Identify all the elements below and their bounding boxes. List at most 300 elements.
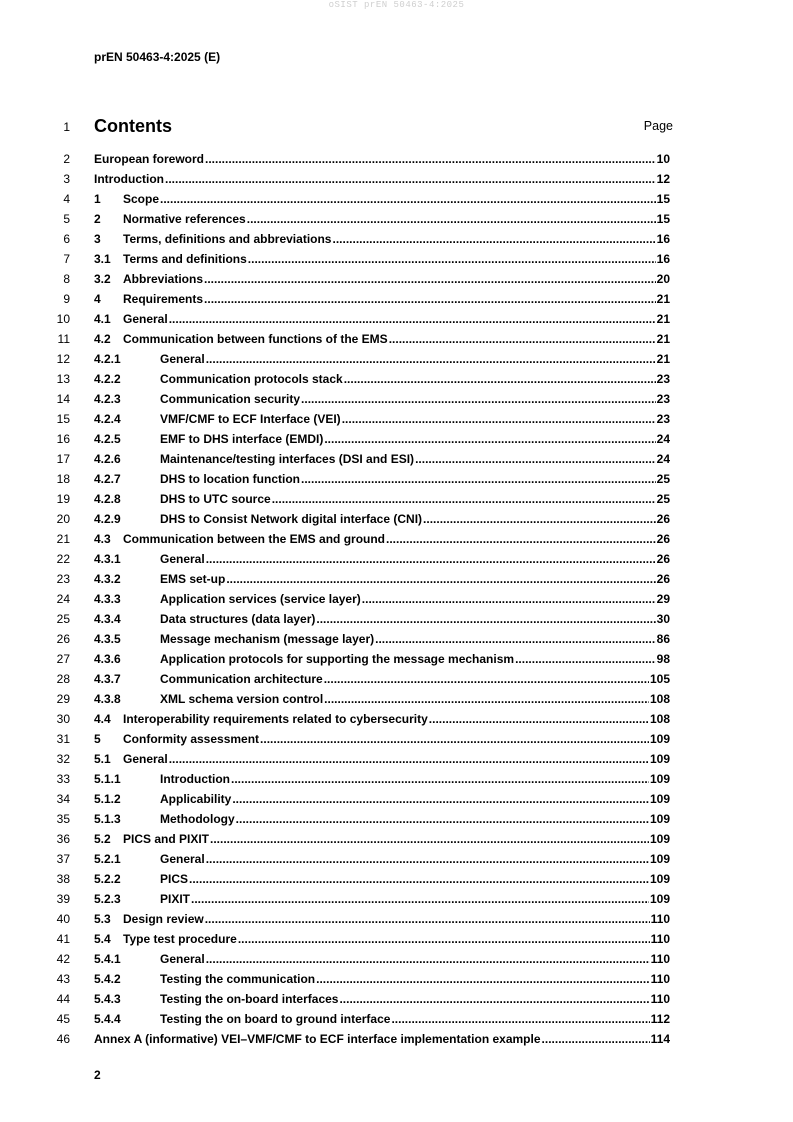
toc-entry[interactable] <box>0 990 793 1010</box>
dot-leader <box>429 712 649 726</box>
toc-entry-link[interactable] <box>94 832 670 846</box>
section-number: 4.2.3 <box>94 392 121 406</box>
dot-leader <box>316 612 655 626</box>
toc-entry-link[interactable] <box>94 652 670 666</box>
toc-entry-link[interactable] <box>94 152 670 166</box>
page-ref: 10 <box>656 152 670 166</box>
toc-entry-link[interactable] <box>94 1032 670 1046</box>
line-number: 39 <box>56 892 70 906</box>
dot-leader <box>375 632 656 646</box>
section-number: 4.2.1 <box>94 352 121 366</box>
dot-leader <box>206 552 656 566</box>
section-title: General <box>160 852 205 866</box>
toc-entry[interactable] <box>0 390 793 410</box>
line-number: 13 <box>56 372 70 386</box>
section-number: 4.2.5 <box>94 432 121 446</box>
dot-leader <box>415 452 656 466</box>
section-number: 5.4.2 <box>94 972 121 986</box>
document-id-header: prEN 50463-4:2025 (E) <box>94 50 221 64</box>
toc-entry[interactable] <box>0 330 793 350</box>
section-number: 2 <box>94 212 101 226</box>
section-number: 5 <box>94 732 101 746</box>
line-number: 38 <box>56 872 70 886</box>
toc-entry[interactable] <box>0 290 793 310</box>
section-number: 4.3 <box>94 532 111 546</box>
dot-leader <box>247 212 656 226</box>
page-ref: 25 <box>656 492 670 506</box>
section-number: 4.2.4 <box>94 412 121 426</box>
toc-entry-link[interactable] <box>94 412 670 426</box>
dot-leader <box>206 352 656 366</box>
section-title: Testing the on-board interfaces <box>160 992 339 1006</box>
line-number: 26 <box>56 632 70 646</box>
page-ref: 109 <box>649 852 670 866</box>
dot-leader <box>301 392 656 406</box>
section-title: General <box>123 312 168 326</box>
toc-entry-link[interactable] <box>94 532 670 546</box>
page-ref: 15 <box>656 192 670 206</box>
section-number: 4.3.1 <box>94 552 121 566</box>
section-title: Application services (service layer) <box>160 592 361 606</box>
toc-entry[interactable] <box>0 590 793 610</box>
section-number: 4.1 <box>94 312 111 326</box>
toc-entry[interactable] <box>0 830 793 850</box>
line-number: 42 <box>56 952 70 966</box>
dot-leader <box>226 572 655 586</box>
section-number: 5.1 <box>94 752 111 766</box>
section-title: Terms and definitions <box>123 252 247 266</box>
dot-leader <box>339 992 649 1006</box>
section-title: Terms, definitions and abbreviations <box>123 232 332 246</box>
section-title: Type test procedure <box>123 932 237 946</box>
toc-entry[interactable] <box>0 610 793 630</box>
page-ref: 16 <box>656 252 670 266</box>
line-number: 4 <box>63 192 70 206</box>
dot-leader <box>160 192 656 206</box>
toc-entry-link[interactable] <box>94 232 670 246</box>
toc-entry[interactable] <box>0 1010 793 1030</box>
toc-entry[interactable] <box>0 930 793 950</box>
toc-entry-link[interactable] <box>94 732 670 746</box>
section-title: Maintenance/testing interfaces (DSI and ESI) <box>160 452 415 466</box>
toc-entry[interactable] <box>0 950 793 970</box>
line-number: 27 <box>56 652 70 666</box>
page-ref: 109 <box>649 872 670 886</box>
line-number: 8 <box>63 272 70 286</box>
toc-entry[interactable] <box>0 890 793 910</box>
line-number: 37 <box>56 852 70 866</box>
page-ref: 98 <box>656 652 670 666</box>
dot-leader <box>342 412 656 426</box>
line-number: 21 <box>56 532 70 546</box>
line-number: 29 <box>56 692 70 706</box>
toc-entry-link[interactable] <box>94 872 670 886</box>
dot-leader <box>236 812 649 826</box>
section-title: PICS and PIXIT <box>123 832 210 846</box>
section-title: Testing the communication <box>160 972 316 986</box>
dot-leader <box>386 532 656 546</box>
section-title: General <box>160 952 205 966</box>
toc-entry[interactable] <box>0 670 793 690</box>
line-number: 11 <box>57 332 70 346</box>
toc-entry-link[interactable] <box>94 212 670 226</box>
toc-entry-link[interactable] <box>94 372 670 386</box>
dot-leader <box>205 152 656 166</box>
toc-entry-link[interactable] <box>94 192 670 206</box>
page-ref: 108 <box>649 692 670 706</box>
toc-entry-link[interactable] <box>94 972 670 986</box>
line-number: 22 <box>56 552 70 566</box>
section-number: 5.4.1 <box>94 952 121 966</box>
page-ref: 21 <box>656 352 670 366</box>
dot-leader <box>260 732 649 746</box>
toc-entry-link[interactable] <box>94 472 670 486</box>
toc-entry-link[interactable] <box>94 992 670 1006</box>
line-number: 18 <box>56 472 70 486</box>
page-ref: 109 <box>649 792 670 806</box>
section-number: 3 <box>94 232 101 246</box>
section-title: Annex A (informative) VEI–VMF/CMF to ECF interface implementation example <box>94 1032 541 1046</box>
line-number: 34 <box>56 792 70 806</box>
section-number: 5.3 <box>94 912 111 926</box>
section-number: 4.3.7 <box>94 672 121 686</box>
dot-leader <box>191 892 649 906</box>
toc-entry[interactable] <box>0 350 793 370</box>
toc-entry-link[interactable] <box>94 672 670 686</box>
page-ref: 21 <box>656 332 670 346</box>
dot-leader <box>324 692 649 706</box>
line-number: 15 <box>56 412 70 426</box>
section-title: EMF to DHS interface (EMDI) <box>160 432 324 446</box>
dot-leader <box>391 1012 649 1026</box>
section-title: PICS <box>160 872 189 886</box>
toc-entry[interactable] <box>0 370 793 390</box>
section-title: Methodology <box>160 812 235 826</box>
dot-leader <box>515 652 656 666</box>
section-number: 5.4.4 <box>94 1012 121 1026</box>
dot-leader <box>344 372 656 386</box>
page-ref: 16 <box>656 232 670 246</box>
section-title: General <box>123 752 168 766</box>
toc-entry-link[interactable] <box>94 552 670 566</box>
section-title: DHS to UTC source <box>160 492 271 506</box>
page-ref: 24 <box>656 432 670 446</box>
toc-entry-link[interactable] <box>94 892 670 906</box>
page-ref: 23 <box>656 412 670 426</box>
page-ref: 29 <box>656 592 670 606</box>
toc-entry-link[interactable] <box>94 852 670 866</box>
dot-leader <box>324 432 655 446</box>
dot-leader <box>206 952 650 966</box>
line-number: 45 <box>56 1012 70 1026</box>
dot-leader <box>238 932 650 946</box>
page-ref: 23 <box>656 392 670 406</box>
section-title: PIXIT <box>160 892 191 906</box>
dot-leader <box>316 972 650 986</box>
line-number: 41 <box>56 932 70 946</box>
toc-entry[interactable] <box>0 710 793 730</box>
section-number: 5.2.3 <box>94 892 121 906</box>
section-number: 4.3.4 <box>94 612 121 626</box>
line-number: 35 <box>56 812 70 826</box>
line-number: 6 <box>63 232 70 246</box>
dot-leader <box>324 672 649 686</box>
page-ref: 110 <box>650 972 670 986</box>
section-number: 4.3.5 <box>94 632 121 646</box>
line-number: 5 <box>63 212 70 226</box>
line-number: 1 <box>63 120 70 134</box>
page-ref: 26 <box>656 512 670 526</box>
section-number: 5.2.1 <box>94 852 121 866</box>
dot-leader <box>231 772 649 786</box>
section-title: Scope <box>123 192 160 206</box>
section-title: Message mechanism (message layer) <box>160 632 375 646</box>
page-ref: 109 <box>649 732 670 746</box>
toc-entry[interactable] <box>0 490 793 510</box>
dot-leader <box>205 912 650 926</box>
toc-entry-link[interactable] <box>94 452 670 466</box>
toc-entry[interactable] <box>0 970 793 990</box>
toc-entry-link[interactable] <box>94 512 670 526</box>
toc-entry-link[interactable] <box>94 632 670 646</box>
contents-title-row <box>0 116 793 138</box>
toc-entry-link[interactable] <box>94 752 670 766</box>
page-ref: 114 <box>650 1032 670 1046</box>
toc-entry-link[interactable] <box>94 932 670 946</box>
section-number: 4.2.6 <box>94 452 121 466</box>
toc-entry[interactable] <box>0 850 793 870</box>
dot-leader <box>423 512 656 526</box>
page-ref: 12 <box>656 172 670 186</box>
page-ref: 26 <box>656 572 670 586</box>
page-ref: 86 <box>656 632 670 646</box>
page-ref: 30 <box>656 612 670 626</box>
section-number: 4.2.2 <box>94 372 121 386</box>
page-ref: 20 <box>656 272 670 286</box>
page-ref: 105 <box>649 672 670 686</box>
toc-entry[interactable] <box>0 310 793 330</box>
table-of-contents <box>0 150 793 1050</box>
toc-entry[interactable] <box>0 190 793 210</box>
dot-leader <box>210 832 649 846</box>
toc-entry[interactable] <box>0 510 793 530</box>
line-number: 9 <box>63 292 70 306</box>
section-title: Communication architecture <box>160 672 323 686</box>
toc-entry[interactable] <box>0 150 793 170</box>
section-title: European foreword <box>94 152 205 166</box>
page-ref: 109 <box>649 772 670 786</box>
toc-entry-link[interactable] <box>94 272 670 286</box>
line-number: 12 <box>56 352 70 366</box>
section-title: Conformity assessment <box>123 732 260 746</box>
page-ref: 112 <box>650 1012 670 1026</box>
toc-entry[interactable] <box>0 170 793 190</box>
toc-entry[interactable] <box>0 750 793 770</box>
toc-entry-link[interactable] <box>94 292 670 306</box>
toc-entry-link[interactable] <box>94 492 670 506</box>
toc-entry[interactable] <box>0 810 793 830</box>
toc-entry[interactable] <box>0 230 793 250</box>
section-title: Requirements <box>123 292 204 306</box>
page-ref: 26 <box>656 552 670 566</box>
toc-entry[interactable] <box>0 730 793 750</box>
line-number: 3 <box>63 172 70 186</box>
section-number: 5.2 <box>94 832 111 846</box>
toc-entry-link[interactable] <box>94 692 670 706</box>
toc-entry[interactable] <box>0 250 793 270</box>
dot-leader <box>332 232 655 246</box>
section-number: 5.1.2 <box>94 792 121 806</box>
section-number: 4.3.8 <box>94 692 121 706</box>
page-ref: 26 <box>656 532 670 546</box>
section-title: Normative references <box>123 212 246 226</box>
toc-entry[interactable] <box>0 550 793 570</box>
page-ref: 25 <box>656 472 670 486</box>
page-ref: 110 <box>650 912 670 926</box>
page-ref: 21 <box>656 312 670 326</box>
section-number: 3.2 <box>94 272 111 286</box>
section-title: Design review <box>123 912 204 926</box>
section-title: Testing the on board to ground interface <box>160 1012 391 1026</box>
section-number: 5.1.1 <box>94 772 121 786</box>
line-number: 32 <box>56 752 70 766</box>
section-number: 4.3.3 <box>94 592 121 606</box>
section-title: EMS set-up <box>160 572 226 586</box>
page-column-label: Page <box>643 119 673 133</box>
page-ref: 110 <box>650 952 670 966</box>
toc-entry-link[interactable] <box>94 812 670 826</box>
line-number: 14 <box>56 392 70 406</box>
dot-leader <box>301 472 656 486</box>
section-title: Communication between the EMS and ground <box>123 532 386 546</box>
line-number: 43 <box>56 972 70 986</box>
toc-entry[interactable] <box>0 570 793 590</box>
section-number: 4.2 <box>94 332 111 346</box>
section-title: DHS to location function <box>160 472 300 486</box>
toc-entry-link[interactable] <box>94 1012 670 1026</box>
toc-entry[interactable] <box>0 790 793 810</box>
toc-entry[interactable] <box>0 430 793 450</box>
toc-entry-link[interactable] <box>94 392 670 406</box>
section-title: General <box>160 352 205 366</box>
dot-leader <box>169 312 656 326</box>
line-number: 33 <box>56 772 70 786</box>
dot-leader <box>362 592 656 606</box>
toc-entry[interactable] <box>0 650 793 670</box>
toc-entry[interactable] <box>0 630 793 650</box>
line-number: 7 <box>63 252 70 266</box>
section-title: Communication between functions of the EMS <box>123 332 388 346</box>
page-ref: 109 <box>649 832 670 846</box>
dot-leader <box>165 172 656 186</box>
section-number: 4 <box>94 292 101 306</box>
toc-entry-link[interactable] <box>94 312 670 326</box>
toc-entry-link[interactable] <box>94 332 670 346</box>
line-number: 31 <box>56 732 70 746</box>
toc-entry[interactable] <box>0 1030 793 1050</box>
section-title: Communication protocols stack <box>160 372 343 386</box>
watermark: oSIST prEN 50463-4:2025 <box>328 0 465 10</box>
page-number: 2 <box>94 1068 101 1082</box>
dot-leader <box>206 852 649 866</box>
page-ref: 108 <box>649 712 670 726</box>
toc-entry-link[interactable] <box>94 912 670 926</box>
toc-entry-link[interactable] <box>94 432 670 446</box>
toc-entry[interactable] <box>0 210 793 230</box>
line-number: 30 <box>56 712 70 726</box>
dot-leader <box>272 492 656 506</box>
line-number: 10 <box>56 312 70 326</box>
section-title: Introduction <box>94 172 164 186</box>
section-title: XML schema version control <box>160 692 324 706</box>
page-ref: 23 <box>656 372 670 386</box>
section-number: 4.2.9 <box>94 512 121 526</box>
section-number: 4.3.2 <box>94 572 121 586</box>
section-number: 4.2.8 <box>94 492 121 506</box>
line-number: 46 <box>56 1032 70 1046</box>
section-number: 5.4.3 <box>94 992 121 1006</box>
section-number: 3.1 <box>94 252 111 266</box>
section-number: 5.1.3 <box>94 812 121 826</box>
toc-entry[interactable] <box>0 910 793 930</box>
dot-leader <box>389 332 656 346</box>
page-ref: 21 <box>656 292 670 306</box>
toc-entry-link[interactable] <box>94 952 670 966</box>
toc-entry-link[interactable] <box>94 252 670 266</box>
section-number: 4.3.6 <box>94 652 121 666</box>
section-title: VMF/CMF to ECF Interface (VEI) <box>160 412 341 426</box>
toc-entry-link[interactable] <box>94 352 670 366</box>
toc-entry[interactable] <box>0 470 793 490</box>
dot-leader <box>204 292 656 306</box>
section-title: Interoperability requirements related to cybersecurity <box>123 712 428 726</box>
toc-entry[interactable] <box>0 450 793 470</box>
section-title: General <box>160 552 205 566</box>
toc-entry[interactable] <box>0 690 793 710</box>
contents-title: Contents <box>94 116 172 136</box>
line-number: 17 <box>56 452 70 466</box>
toc-entry-link[interactable] <box>94 592 670 606</box>
section-number: 5.2.2 <box>94 872 121 886</box>
line-number: 20 <box>56 512 70 526</box>
section-number: 1 <box>94 192 101 206</box>
toc-entry[interactable] <box>0 870 793 890</box>
line-number: 44 <box>56 992 70 1006</box>
line-number: 28 <box>56 672 70 686</box>
section-title: Communication security <box>160 392 301 406</box>
dot-leader <box>189 872 649 886</box>
page-ref: 110 <box>650 932 670 946</box>
section-title: Application protocols for supporting the message mechanism <box>160 652 515 666</box>
dot-leader <box>248 252 656 266</box>
toc-entry-link[interactable] <box>94 572 670 586</box>
toc-entry[interactable] <box>0 410 793 430</box>
section-number: 4.2.7 <box>94 472 121 486</box>
page-ref: 110 <box>650 992 670 1006</box>
section-number: 4.4 <box>94 712 111 726</box>
toc-entry-link[interactable] <box>94 772 670 786</box>
toc-entry-link[interactable] <box>94 792 670 806</box>
toc-entry[interactable] <box>0 770 793 790</box>
toc-entry-link[interactable] <box>94 172 670 186</box>
section-title: Data structures (data layer) <box>160 612 316 626</box>
line-number: 16 <box>56 432 70 446</box>
toc-entry[interactable] <box>0 530 793 550</box>
line-number: 36 <box>56 832 70 846</box>
toc-entry-link[interactable] <box>94 712 670 726</box>
toc-entry[interactable] <box>0 270 793 290</box>
toc-entry-link[interactable] <box>94 612 670 626</box>
